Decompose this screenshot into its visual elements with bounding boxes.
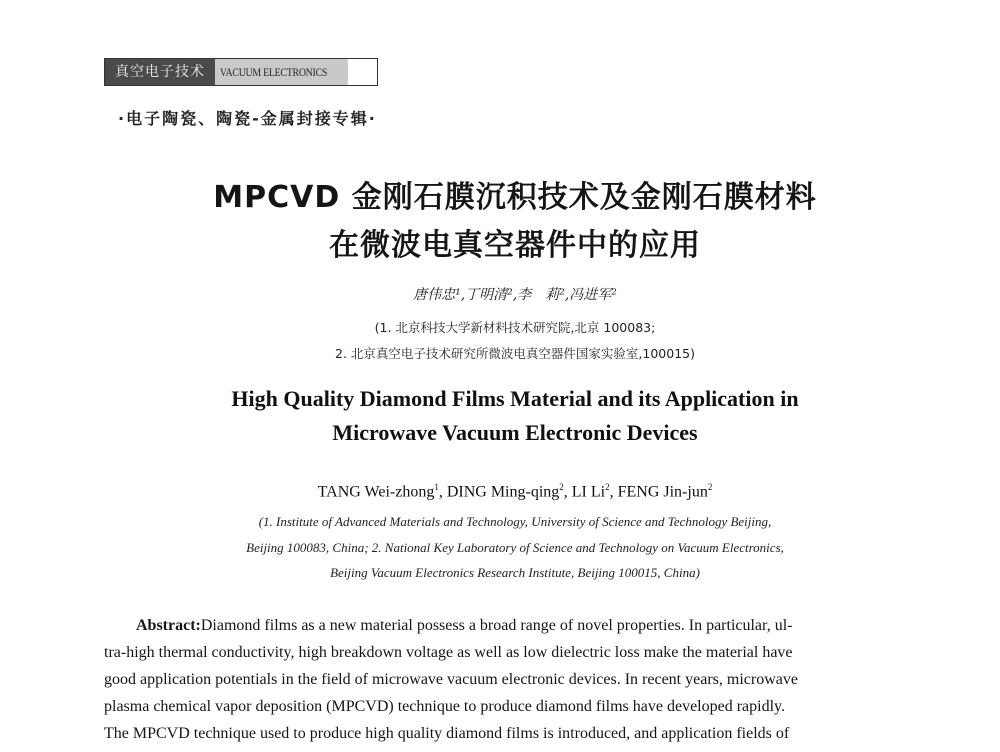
abstract-block: [104, 612, 930, 747]
abstract-separator: :: [195, 617, 201, 634]
abstract-line: plasma chemical vapor deposition (MPCVD) technique to produce diamond films have developed rapidly.: [104, 698, 786, 715]
author-affil-sup: 1: [434, 482, 439, 492]
author-affil-sup: 2: [605, 482, 610, 492]
title-en-line1: High Quality Diamond Films Material and its Application in: [231, 386, 799, 411]
affiliation-en-line1: (1. Institute of Advanced Materials and Technology, University of Science and Technology Beijing,: [258, 514, 772, 529]
author-name: LI Li: [571, 483, 606, 501]
title-cn-line2: 在微波电真空器件中的应用: [329, 228, 701, 263]
title-en-line2: Microwave Vacuum Electronic Devices: [332, 420, 698, 445]
affiliation-cn-line2: 2. 北京真空电子技术研究所微波电真空器件国家实验室,100015): [335, 346, 695, 361]
title-cn-line1: MPCVD 金刚石膜沉积技术及金刚石膜材料: [213, 180, 817, 215]
abstract-line: tra-high thermal conductivity, high breakdown voltage as well as low dielectric loss make the material have: [104, 644, 793, 661]
author-affil-sup: 2: [707, 482, 713, 492]
abstract-text: Diamond films as a new material possess a broad range of novel properties. In particular, ul-: [200, 617, 793, 634]
abstract-label: Abstract: [136, 617, 196, 634]
journal-name-en: VACUUM ELECTRONICS: [215, 59, 348, 85]
author-name: FENG Jin-jun: [617, 483, 708, 501]
affiliation-en-line2: Beijing 100083, China; 2. National Key Laboratory of Science and Technology on Vacuum Electronics,: [246, 540, 784, 555]
authors-en: TANG Wei-zhong$^1$, DING Ming-qing$^2$, LI Li$^2$, FENG Jin-jun$^2$: [317, 482, 713, 501]
authors-cn: 唐伟忠¹,丁明清²,李 莉²,冯进军²: [413, 287, 617, 303]
journal-name-cn: 真空电子技术: [105, 59, 215, 85]
abstract-line: good application potentials in the field of microwave vacuum electronic devices. In recent years, microwave: [104, 671, 798, 688]
author-name: TANG Wei-zhong: [317, 483, 435, 501]
special-issue-label: ·电子陶瓷、陶瓷-金属封接专辑·: [118, 109, 377, 128]
affiliation-cn-line1: (1. 北京科技大学新材料技术研究院,北京 100083;: [374, 320, 656, 335]
abstract-line: [104, 612, 930, 639]
abstract-line: The MPCVD technique used to produce high quality diamond films is introduced, and application fields of: [104, 725, 790, 742]
affiliation-en-line3: Beijing Vacuum Electronics Research Institute, Beijing 100015, China): [330, 565, 700, 580]
author-affil-sup: 2: [559, 482, 564, 492]
author-name: DING Ming-qing: [446, 483, 560, 501]
journal-header-badge: [104, 58, 378, 86]
